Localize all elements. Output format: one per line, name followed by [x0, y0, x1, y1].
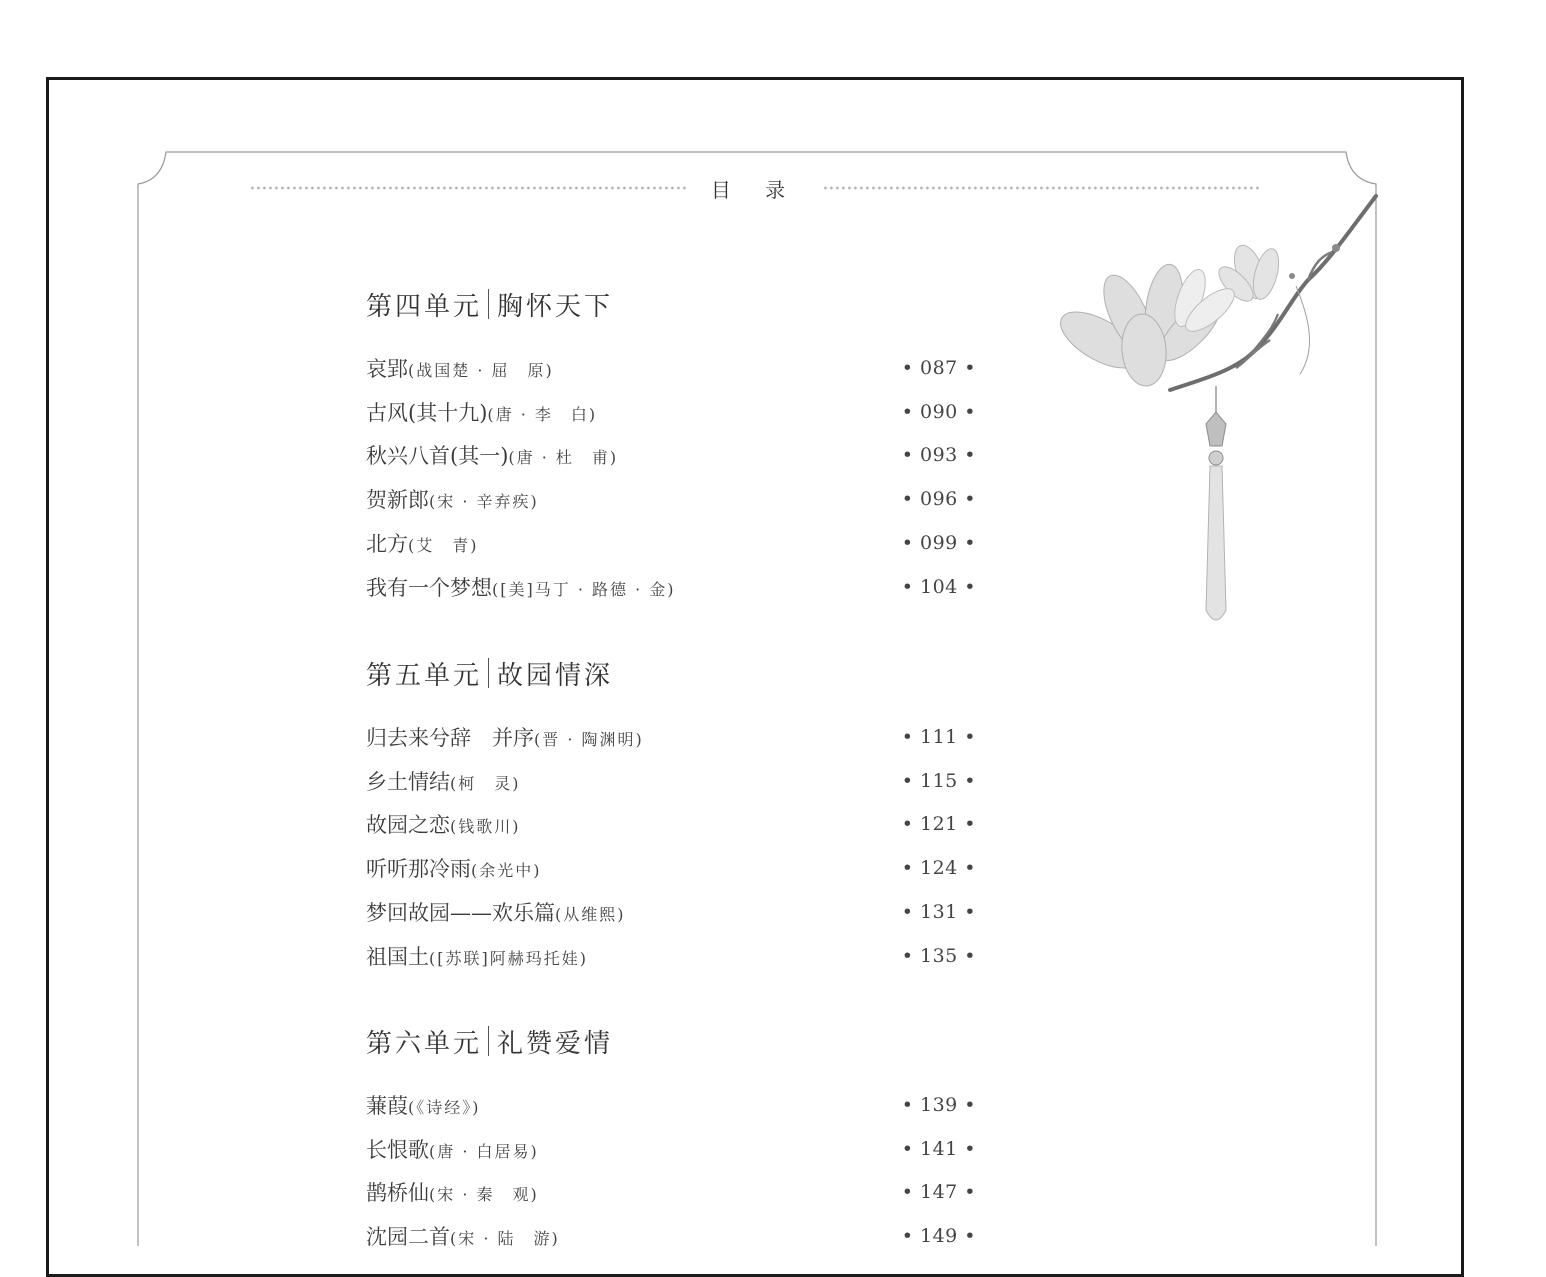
unit-5 [366, 653, 976, 978]
entry-page: • 099 • [901, 532, 976, 555]
unit-number: 第四单元 [366, 291, 483, 322]
entry-page: • 135 • [901, 944, 976, 967]
entry-author: (从维熙) [555, 905, 626, 925]
toc-entry[interactable] [366, 346, 976, 390]
entry-page: • 111 • [901, 725, 976, 748]
entry-page: • 087 • [901, 356, 976, 379]
toc-entry[interactable] [366, 934, 976, 978]
entry-author: (余光中) [471, 861, 542, 881]
entry-title: 我有一个梦想 [366, 575, 492, 600]
toc-entry[interactable] [366, 846, 976, 890]
entry-author: (《诗经》) [408, 1097, 481, 1117]
entry-author: ([美]马丁 · 路德 · 金) [492, 579, 676, 599]
entry-author: (唐 · 杜 甫) [508, 448, 619, 468]
entry-title: 北方 [366, 532, 408, 557]
entry-title: 祖国土 [366, 944, 429, 969]
entry-author: (唐 · 李 白) [487, 404, 598, 424]
entry-title: 长恨歌 [366, 1137, 429, 1162]
unit-number: 第六单元 [366, 1028, 483, 1059]
unit-6 [366, 1021, 976, 1258]
entry-title: 沈园二首 [366, 1225, 450, 1250]
entry-author: (宋 · 陆 游) [450, 1229, 560, 1249]
entry-title: 哀郢 [366, 356, 408, 381]
unit-heading [366, 653, 976, 693]
entry-title: 梦回故园——欢乐篇 [366, 901, 555, 926]
toc-entry[interactable] [366, 477, 976, 521]
entry-author: (宋 · 秦 观) [429, 1185, 539, 1205]
toc-entry[interactable] [366, 1127, 976, 1171]
heading-divider [488, 658, 489, 688]
entry-title: 贺新郎 [366, 488, 429, 513]
toc-entry[interactable] [366, 390, 976, 434]
heading-divider [488, 1026, 489, 1056]
entry-title: 归去来兮辞 并序 [366, 725, 534, 750]
unit-number: 第五单元 [366, 660, 483, 691]
unit-heading [366, 1021, 976, 1061]
unit-name: 胸怀天下 [497, 291, 614, 322]
toc-title: 目 录 [710, 177, 800, 202]
entry-author: (战国楚 · 屈 原) [408, 360, 554, 380]
entry-page: • 139 • [901, 1093, 976, 1116]
toc-entry[interactable] [366, 565, 976, 609]
unit-name: 礼赞爱情 [497, 1028, 614, 1059]
entry-title: 听听那冷雨 [366, 857, 471, 882]
toc-entry[interactable] [366, 759, 976, 803]
entry-author: (柯 灵) [450, 773, 521, 793]
entry-author: (宋 · 辛弃疾) [429, 492, 539, 512]
entry-page: • 147 • [901, 1181, 976, 1204]
unit-name: 故园情深 [497, 660, 614, 691]
entry-page: • 124 • [901, 857, 976, 880]
header-rule-left [250, 185, 687, 191]
entry-author: ([苏联]阿赫玛托娃) [429, 948, 588, 968]
unit-heading [366, 284, 976, 324]
entry-page: • 141 • [901, 1137, 976, 1160]
entry-page: • 131 • [901, 901, 976, 924]
toc-entry[interactable] [366, 434, 976, 478]
entry-author: (唐 · 白居易) [429, 1141, 539, 1161]
entry-author: (晋 · 陶渊明) [534, 729, 644, 749]
entry-page: • 093 • [901, 444, 976, 467]
entry-title: 蒹葭 [366, 1093, 408, 1118]
toc-entry[interactable] [366, 715, 976, 759]
entry-title: 乡土情结 [366, 769, 450, 794]
entry-page: • 096 • [901, 488, 976, 511]
entry-author: (钱歌川) [450, 817, 521, 837]
entry-page: • 104 • [901, 575, 976, 598]
toc-entry[interactable] [366, 803, 976, 847]
toc-entry[interactable] [366, 890, 976, 934]
unit-4 [366, 284, 976, 609]
entry-title: 秋兴八首(其一) [366, 444, 509, 469]
entry-author: (艾 青) [408, 536, 479, 556]
toc-entry[interactable] [366, 1171, 976, 1215]
magnolia-branch-illustration [1040, 190, 1380, 640]
entry-title: 鹊桥仙 [366, 1181, 429, 1206]
toc-entry[interactable] [366, 1214, 976, 1258]
entry-page: • 121 • [901, 813, 976, 836]
entry-title: 故园之恋 [366, 813, 450, 838]
heading-divider [488, 289, 489, 319]
entry-page: • 115 • [901, 769, 976, 792]
toc-entry[interactable] [366, 521, 976, 565]
toc-entry[interactable] [366, 1083, 976, 1127]
entry-title: 古风(其十九) [366, 400, 488, 425]
entry-page: • 090 • [901, 400, 976, 423]
entry-page: • 149 • [901, 1225, 976, 1248]
